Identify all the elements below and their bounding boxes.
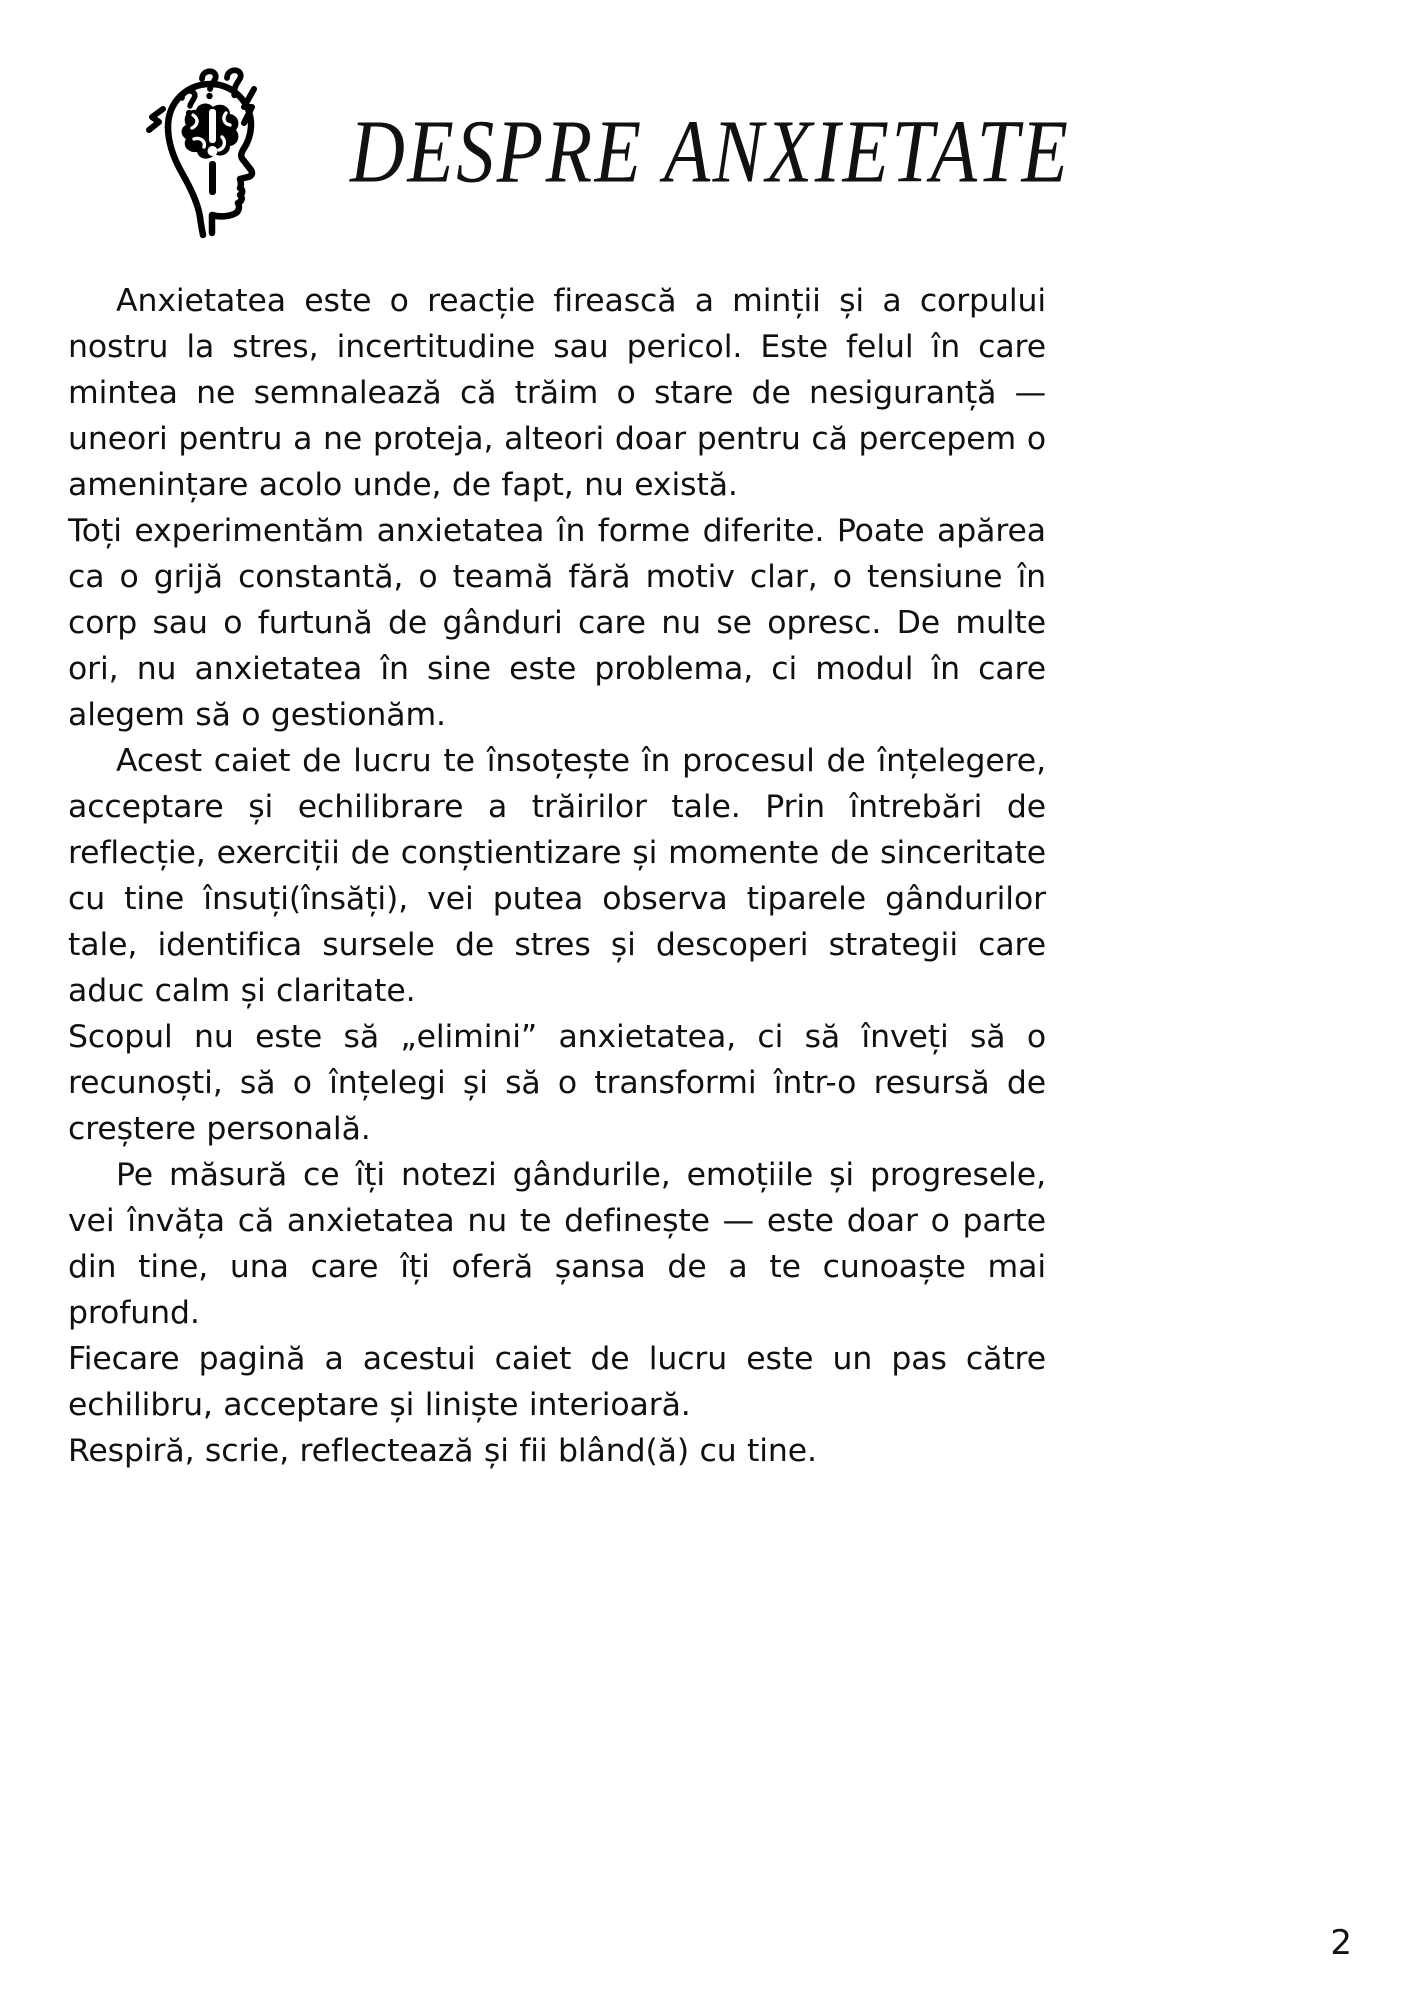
- paragraph-5: Pe măsură ce îți notezi gândurile, emoțiile și progresele, vei învăța că anxietatea nu te definește — este doar o parte din tine, una care îți oferă șansa de a te cunoaște mai profund.: [68, 1157, 1046, 1331]
- page-header: [0, 52, 1414, 252]
- body-content: [68, 278, 1046, 1474]
- paragraph-7: Respiră, scrie, reflectează și fii blând(ă) cu tine.: [68, 1433, 817, 1469]
- paragraph-3: Acest caiet de lucru te însoțește în procesul de înțelegere, acceptare și echilibrare a trăirilor tale. Prin întrebări de reflecție, exerciții de conștientizare și momente de sinceritate cu tine însuți(însăți), vei putea observa tiparele gândurilor tale, identifica sursele de stres și descoperi strategii care aduc calm și claritate.: [68, 743, 1046, 1009]
- paragraph-4: Scopul nu este să „elimini” anxietatea, ci să înveți să o recunoști, să o înțelegi și să o transformi într-o resursă de creștere personală.: [68, 1019, 1046, 1147]
- page-number: 2: [1330, 1923, 1352, 1963]
- paragraph-1: Anxietatea este o reacție firească a minții și a corpului nostru la stres, incertitudine sau pericol. Este felul în care mintea ne semnalează că trăim o stare de nesiguranță — uneori pentru a ne proteja, alteori doar pentru că percepem o amenințare acolo unde, de fapt, nu există.: [68, 283, 1046, 503]
- paragraph-6: Fiecare pagină a acestui caiet de lucru este un pas către echilibru, acceptare și liniște interioară.: [68, 1341, 1046, 1423]
- page-title: DESPRE ANXIETATE: [350, 102, 1071, 202]
- paragraph-2: Toți experimentăm anxietatea în forme diferite. Poate apărea ca o grijă constantă, o teamă fără motiv clar, o tensiune în corp sau o furtună de gânduri care nu se opresc. De multe ori, nu anxietatea în sine este problema, ci modul în care alegem să o gestionăm.: [68, 513, 1046, 733]
- anxious-head-brain-icon: [130, 65, 280, 240]
